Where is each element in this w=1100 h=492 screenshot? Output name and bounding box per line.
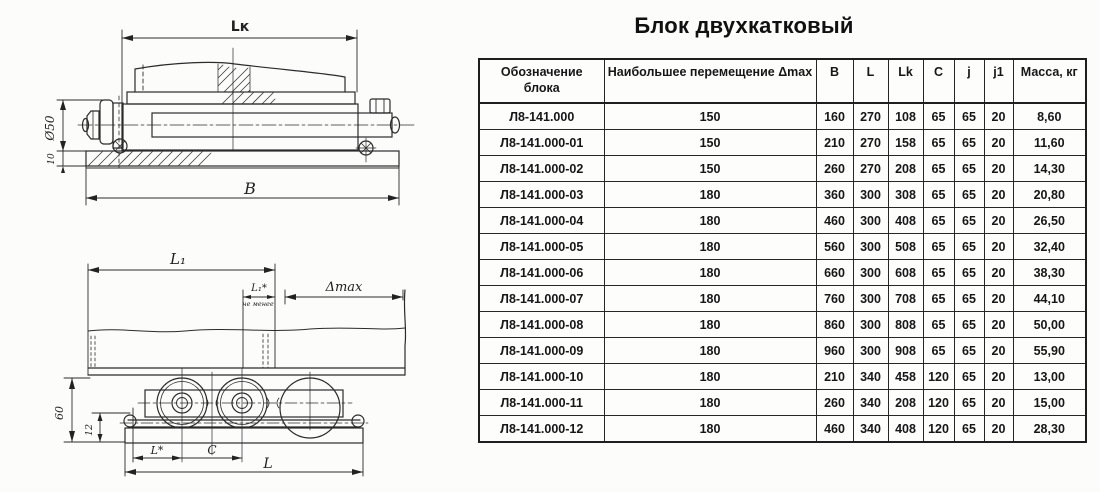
column-header: j [954,59,984,103]
value-cell: 108 [888,103,923,130]
value-cell: 65 [923,156,954,182]
value-cell: 38,30 [1013,260,1086,286]
value-cell: 150 [604,103,816,130]
value-cell: 300 [853,234,888,260]
label-lk: Lк [230,19,250,35]
label-l1-star: L₁* [251,283,267,294]
table-body [479,103,1086,442]
value-cell: 65 [954,260,984,286]
value-cell: 160 [816,103,853,130]
value-cell: 28,30 [1013,416,1086,443]
block-designation-cell: Л8-141.000-02 [479,156,604,182]
value-cell: 65 [923,182,954,208]
value-cell: 20 [984,416,1013,443]
value-cell: 180 [604,260,816,286]
block-designation-cell: Л8-141.000-01 [479,130,604,156]
table-row [479,103,1086,130]
value-cell: 660 [816,260,853,286]
technical-drawing-svg [0,0,480,487]
label-b: B [244,179,256,198]
label-10: 10 [47,153,57,165]
value-cell: 180 [604,286,816,312]
beam-section-hatch [218,64,250,92]
value-cell: 760 [816,286,853,312]
block-designation-cell: Л8-141.000 [479,103,604,130]
value-cell: 65 [923,312,954,338]
block-designation-cell: Л8-141.000-07 [479,286,604,312]
value-cell: 65 [923,286,954,312]
value-cell: 860 [816,312,853,338]
value-cell: 65 [923,234,954,260]
dimension-b [86,168,399,205]
value-cell: 908 [888,338,923,364]
value-cell: 65 [954,208,984,234]
table-row [479,156,1086,182]
table-row [479,416,1086,443]
spec-table [478,58,1087,443]
value-cell: 158 [888,130,923,156]
value-cell: 210 [816,364,853,390]
value-cell: 65 [923,260,954,286]
column-header: j1 [984,59,1013,103]
value-cell: 26,50 [1013,208,1086,234]
value-cell: 20 [984,286,1013,312]
value-cell: 20 [984,234,1013,260]
value-cell: 210 [816,130,853,156]
value-cell: 150 [604,156,816,182]
right-nut [370,99,390,113]
dimension-12 [92,413,130,442]
value-cell: 180 [604,312,816,338]
dimension-10 [61,151,65,173]
beam-outline [135,62,345,92]
value-cell: 8,60 [1013,103,1086,130]
value-cell: 300 [853,182,888,208]
value-cell: 20 [984,338,1013,364]
block-designation-cell: Л8-141.000-08 [479,312,604,338]
value-cell: 11,60 [1013,130,1086,156]
value-cell: 608 [888,260,923,286]
value-cell: 32,40 [1013,234,1086,260]
column-header: Обозначение блока [479,59,604,103]
value-cell: 300 [853,208,888,234]
value-cell: 300 [853,338,888,364]
block-designation-cell: Л8-141.000-03 [479,182,604,208]
value-cell: 20 [984,390,1013,416]
table-row [479,312,1086,338]
label-dmax: Δmax [325,280,363,295]
table-row [479,260,1086,286]
base-hatch [88,151,211,166]
value-cell: 560 [816,234,853,260]
label-c: C [207,443,217,457]
dimension-l1 [88,264,275,375]
table-row [479,390,1086,416]
value-cell: 65 [923,103,954,130]
block-designation-cell: Л8-141.000-11 [479,390,604,416]
value-cell: 20 [984,312,1013,338]
value-cell: 460 [816,416,853,443]
label-ne-menee: не менее [242,300,274,308]
value-cell: 55,90 [1013,338,1086,364]
value-cell: 180 [604,208,816,234]
value-cell: 340 [853,390,888,416]
technical-drawing [0,0,480,487]
label-l: L [263,456,273,472]
block-designation-cell: Л8-141.000-10 [479,364,604,390]
value-cell: 65 [954,156,984,182]
value-cell: 808 [888,312,923,338]
dimension-lk [122,30,357,104]
value-cell: 65 [954,286,984,312]
block-designation-cell: Л8-141.000-12 [479,416,604,443]
value-cell: 120 [923,364,954,390]
value-cell: 260 [816,390,853,416]
value-cell: 508 [888,234,923,260]
value-cell: 15,00 [1013,390,1086,416]
top-plate [127,92,355,104]
column-header: L [853,59,888,103]
value-cell: 180 [604,338,816,364]
top-view [57,30,414,205]
label-l1: L₁ [170,250,186,268]
value-cell: 270 [853,103,888,130]
value-cell: 340 [853,364,888,390]
table-row [479,208,1086,234]
value-cell: 360 [816,182,853,208]
column-header: B [816,59,853,103]
value-cell: 65 [923,338,954,364]
value-cell: 20 [984,182,1013,208]
value-cell: 44,10 [1013,286,1086,312]
value-cell: 708 [888,286,923,312]
block-designation-cell: Л8-141.000-05 [479,234,604,260]
value-cell: 65 [923,130,954,156]
column-header: Lk [888,59,923,103]
label-60: 60 [53,406,66,420]
value-cell: 20 [984,364,1013,390]
table-row [479,182,1086,208]
bottom-base-plate [125,428,363,443]
value-cell: 340 [853,416,888,443]
value-cell: 960 [816,338,853,364]
table-row [479,286,1086,312]
bottom-view [64,264,406,476]
label-12: 12 [84,423,95,437]
value-cell: 65 [954,234,984,260]
value-cell: 20 [984,103,1013,130]
beam-break-line [88,328,405,332]
value-cell: 180 [604,234,816,260]
value-cell: 65 [954,390,984,416]
left-washer [100,100,113,144]
label-l-star: L* [150,444,164,457]
value-cell: 308 [888,182,923,208]
value-cell: 408 [888,208,923,234]
value-cell: 65 [954,182,984,208]
column-header: Масса, кг [1013,59,1086,103]
value-cell: 65 [954,130,984,156]
value-cell: 120 [923,390,954,416]
value-cell: 20 [984,208,1013,234]
value-cell: 300 [853,260,888,286]
table-header-row [479,59,1086,103]
value-cell: 65 [923,208,954,234]
value-cell: 13,00 [1013,364,1086,390]
value-cell: 50,00 [1013,312,1086,338]
value-cell: 180 [604,416,816,443]
value-cell: 180 [604,364,816,390]
label-dia50: Ø50 [43,115,57,141]
block-designation-cell: Л8-141.000-04 [479,208,604,234]
value-cell: 270 [853,130,888,156]
plate-hatch [222,92,275,104]
table-row [479,338,1086,364]
value-cell: 300 [853,286,888,312]
value-cell: 180 [604,390,816,416]
table-row [479,234,1086,260]
value-cell: 300 [853,312,888,338]
value-cell: 65 [954,103,984,130]
value-cell: 180 [604,182,816,208]
block-body [122,104,358,150]
page-title: Блок двухкатковый [634,13,854,38]
value-cell: 65 [954,364,984,390]
value-cell: 408 [888,416,923,443]
value-cell: 14,30 [1013,156,1086,182]
value-cell: 460 [816,208,853,234]
value-cell: 20,80 [1013,182,1086,208]
value-cell: 270 [853,156,888,182]
value-cell: 20 [984,260,1013,286]
value-cell: 120 [923,416,954,443]
value-cell: 65 [954,312,984,338]
base-plate [86,151,399,166]
value-cell: 65 [954,338,984,364]
block-designation-cell: Л8-141.000-09 [479,338,604,364]
value-cell: 208 [888,156,923,182]
table-row [479,130,1086,156]
table-row [479,364,1086,390]
value-cell: 458 [888,364,923,390]
block-designation-cell: Л8-141.000-06 [479,260,604,286]
value-cell: 208 [888,390,923,416]
value-cell: 20 [984,156,1013,182]
value-cell: 65 [954,416,984,443]
column-header: C [923,59,954,103]
value-cell: 260 [816,156,853,182]
value-cell: 20 [984,130,1013,156]
value-cell: 150 [604,130,816,156]
column-header: Наибольшее перемещение Δmax [604,59,816,103]
